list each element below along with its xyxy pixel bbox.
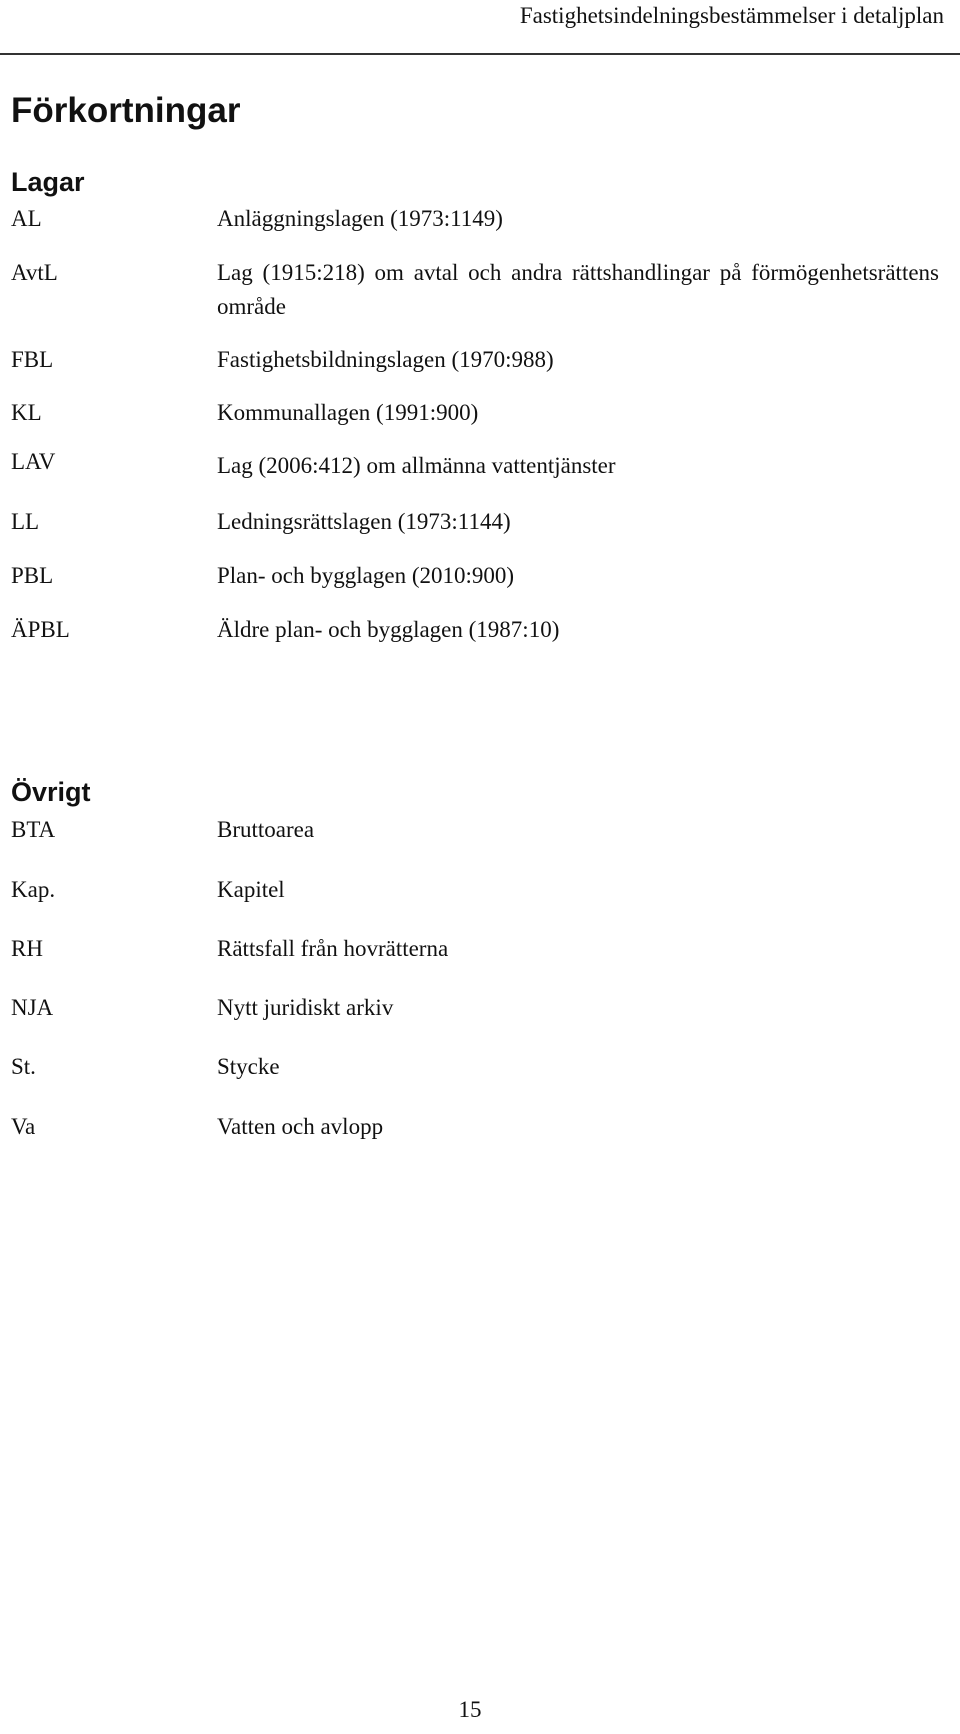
abbreviation-definition: Lag (1915:218) om avtal och andra rättshandlingar på förmögenhetsrättens område bbox=[217, 260, 939, 319]
abbreviation-definition: Vatten och avlopp bbox=[217, 1114, 384, 1139]
abbreviation-term: RH bbox=[11, 936, 43, 961]
abbreviation-definition: Nytt juridiskt arkiv bbox=[217, 995, 394, 1020]
abbreviation-term: LL bbox=[11, 509, 40, 534]
running-header: Fastighetsindelningsbestämmelser i detaljplan bbox=[519, 3, 944, 28]
abbreviation-term: St. bbox=[11, 1054, 36, 1079]
abbreviation-definition: Anläggningslagen (1973:1149) bbox=[217, 206, 503, 231]
abbreviation-definition: Kapitel bbox=[217, 877, 285, 902]
section-heading-lagar: Lagar bbox=[11, 167, 85, 197]
abbreviation-term: AvtL bbox=[11, 260, 58, 285]
abbreviation-term: BTA bbox=[11, 817, 56, 842]
abbreviation-definition: Bruttoarea bbox=[217, 817, 315, 842]
section-heading-ovrigt: Övrigt bbox=[11, 777, 91, 807]
abbreviation-term: AL bbox=[11, 206, 42, 231]
abbreviation-term: Kap. bbox=[11, 877, 56, 902]
abbreviation-term: LAV bbox=[11, 449, 56, 474]
abbreviation-term: ÄPBL bbox=[11, 617, 70, 642]
page-number: 15 bbox=[458, 1697, 482, 1722]
abbreviation-definition: Lag (2006:412) om allmänna vattentjänster bbox=[217, 453, 616, 478]
abbreviation-term: KL bbox=[11, 400, 42, 425]
abbreviation-term: NJA bbox=[11, 995, 54, 1020]
abbreviation-definition: Kommunallagen (1991:900) bbox=[217, 400, 479, 425]
abbreviation-definition: Ledningsrättslagen (1973:1144) bbox=[217, 509, 511, 534]
abbreviation-definition: Plan- och bygglagen (2010:900) bbox=[217, 563, 515, 588]
page-title: Förkortningar bbox=[11, 91, 241, 130]
header-divider bbox=[0, 53, 960, 55]
abbreviation-definition: Rättsfall från hovrätterna bbox=[217, 936, 449, 961]
abbreviation-term: PBL bbox=[11, 563, 54, 588]
abbreviation-term: Va bbox=[11, 1114, 36, 1139]
abbreviation-definition: Fastighetsbildningslagen (1970:988) bbox=[217, 347, 554, 372]
abbreviation-definition: Stycke bbox=[217, 1054, 280, 1079]
abbreviation-definition: Äldre plan- och bygglagen (1987:10) bbox=[217, 617, 560, 642]
abbreviation-term: FBL bbox=[11, 347, 54, 372]
